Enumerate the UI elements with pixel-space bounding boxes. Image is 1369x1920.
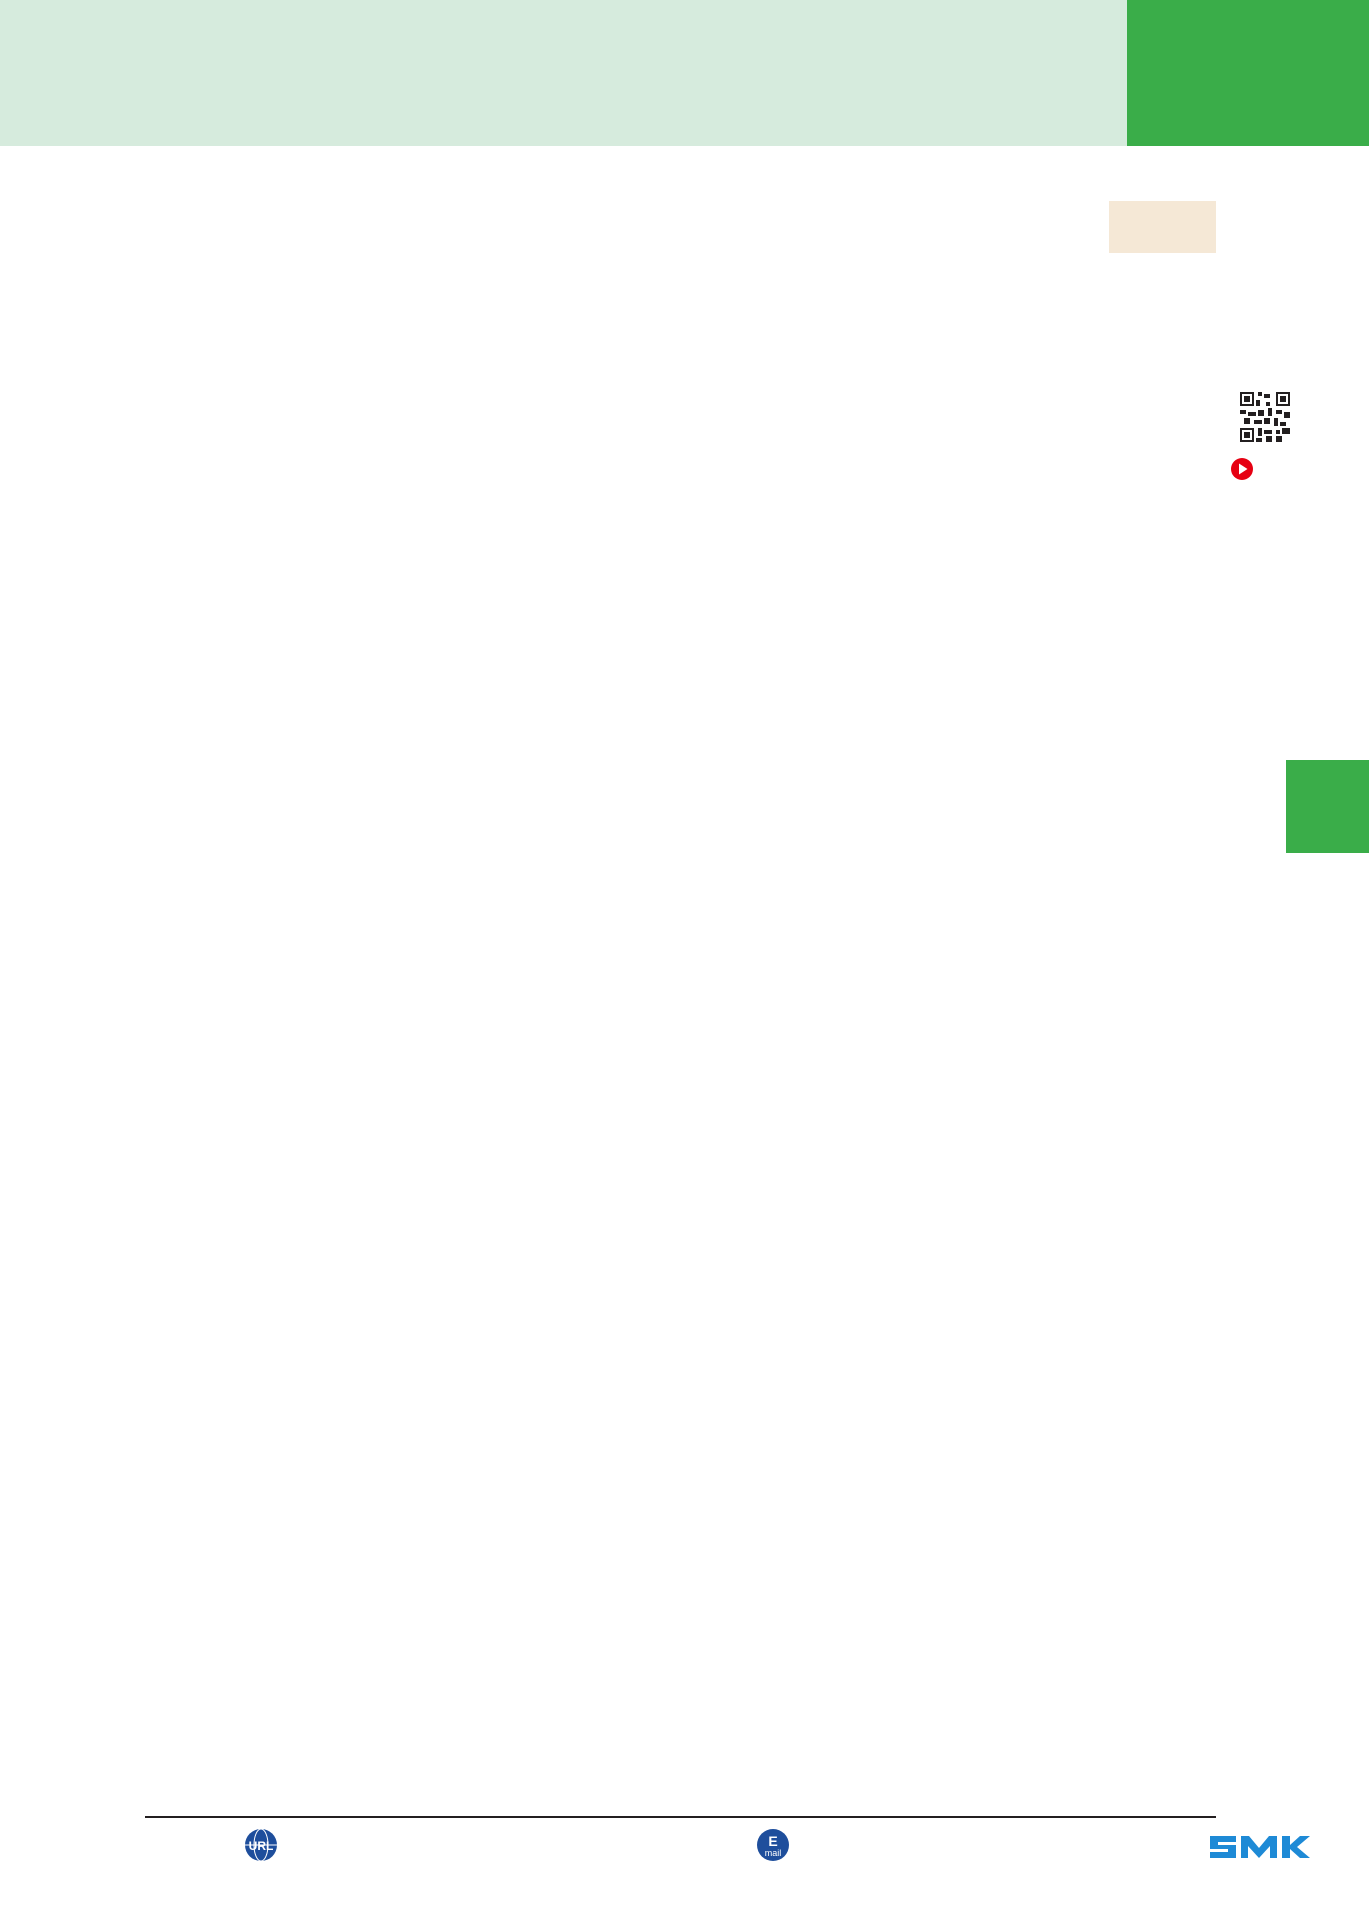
header-band xyxy=(0,0,1127,146)
qr-code-icon[interactable] xyxy=(1240,392,1290,442)
play-icon xyxy=(1230,457,1254,481)
footer-url[interactable] xyxy=(243,1827,283,1863)
svg-text:URL: URL xyxy=(248,1839,274,1853)
video-link[interactable] xyxy=(1230,457,1260,481)
email-icon xyxy=(755,1827,791,1863)
svg-text:mail: mail xyxy=(764,1848,782,1858)
footer-divider xyxy=(145,1816,1216,1818)
page-number xyxy=(1127,0,1369,146)
url-globe-icon xyxy=(243,1827,279,1863)
footer-email[interactable] xyxy=(755,1827,795,1863)
series-badge xyxy=(1109,201,1216,253)
smk-logo xyxy=(1208,1832,1312,1862)
svg-text:E: E xyxy=(768,1833,778,1849)
side-tab xyxy=(1286,760,1369,853)
